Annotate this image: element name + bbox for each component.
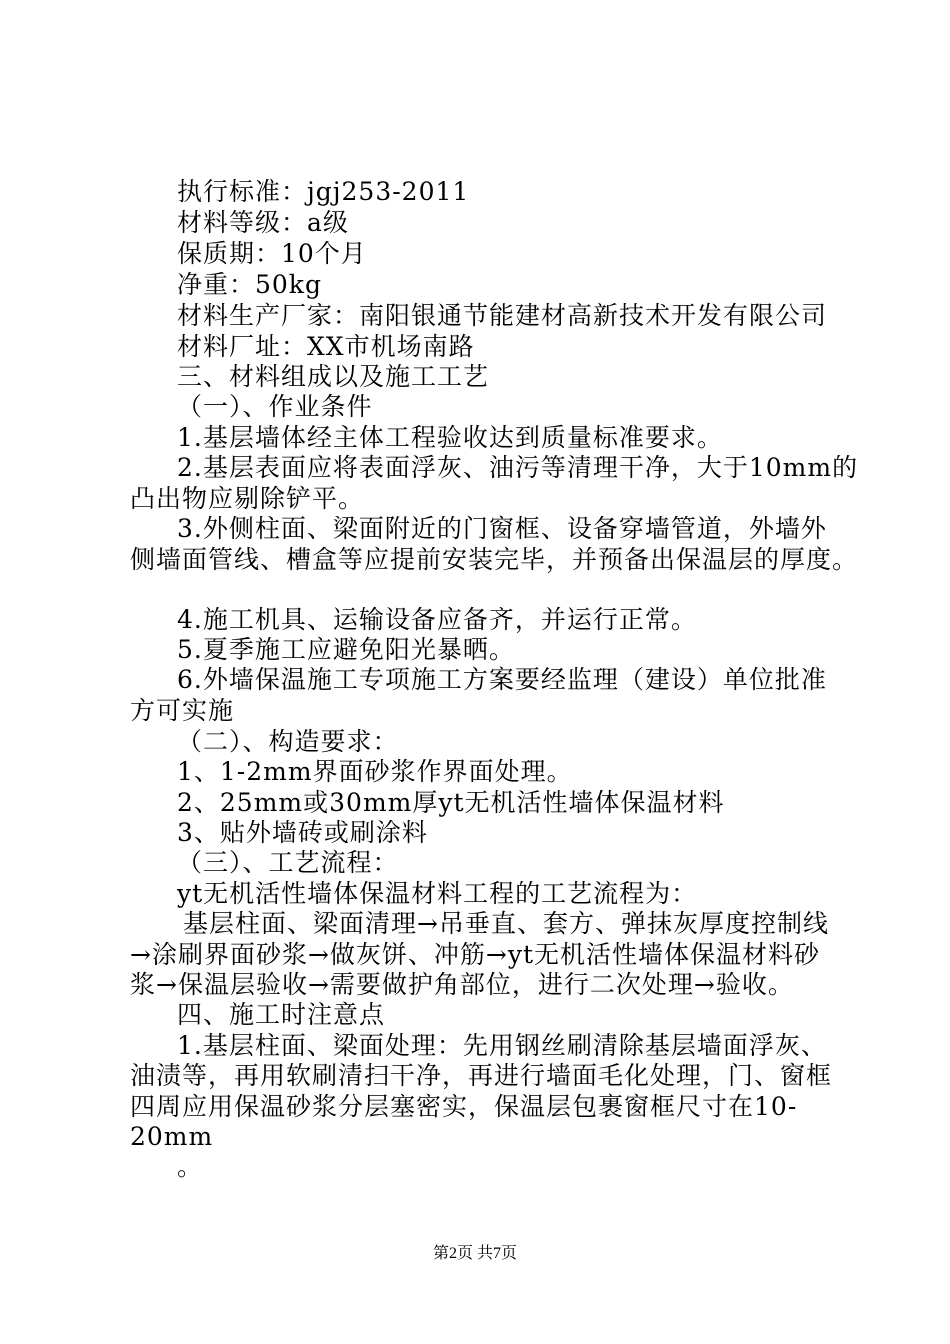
paragraph-line: 基层柱面、梁面清理→吊垂直、套方、弹抹灰厚度控制线 bbox=[183, 909, 829, 938]
section-heading-4: 四、施工时注意点 bbox=[177, 1000, 386, 1029]
paragraph-line: 。 bbox=[177, 1152, 204, 1181]
paragraph-line: 3、贴外墙砖或刷涂料 bbox=[177, 818, 428, 847]
paragraph-line: 1.基层柱面、梁面处理：先用钢丝刷清除基层墙面浮灰、 bbox=[177, 1031, 827, 1060]
paragraph-line: 油渍等，再用软刷清扫干净，再进行墙面毛化处理，门、窗框 bbox=[130, 1061, 833, 1090]
paragraph-line: 5.夏季施工应避免阳光暴晒。 bbox=[177, 635, 515, 664]
paragraph-line: 2、25mm或30mm厚yt无机活性墙体保温材料 bbox=[177, 788, 725, 817]
paragraph-line: 四周应用保温砂浆分层塞密实，保温层包裹窗框尺寸在10- bbox=[130, 1092, 798, 1121]
paragraph-line: 浆→保温层验收→需要做护角部位，进行二次处理→验收。 bbox=[130, 970, 794, 999]
subsection-heading-3: （三）、工艺流程： bbox=[177, 848, 399, 877]
paragraph-line: 1.基层墙体经主体工程验收达到质量标准要求。 bbox=[177, 423, 723, 452]
paragraph-line: 方可实施 bbox=[130, 696, 235, 725]
paragraph-line: 3.外侧柱面、梁面附近的门窗框、设备穿墙管道，外墙外 bbox=[177, 514, 827, 543]
spec-net-weight: 净重：50kg bbox=[177, 270, 322, 299]
spec-standard: 执行标准：jgj253-2011 bbox=[177, 177, 470, 206]
paragraph-line: 20mm bbox=[130, 1122, 214, 1151]
spec-address: 材料厂址：XX市机场南路 bbox=[177, 332, 475, 361]
spec-shelf-life: 保质期：10个月 bbox=[177, 239, 367, 268]
section-heading-3: 三、材料组成以及施工工艺 bbox=[177, 362, 490, 391]
paragraph-line: 2.基层表面应将表面浮灰、油污等清理干净，大于10mm的 bbox=[177, 453, 859, 482]
page-footer: 第2页 共7页 bbox=[432, 1245, 517, 1262]
subsection-heading-1: （一）、作业条件 bbox=[177, 392, 373, 421]
paragraph-line: →涂刷界面砂浆→做灰饼、冲筋→yt无机活性墙体保温材料砂 bbox=[130, 940, 821, 969]
spec-manufacturer: 材料生产厂家：南阳银通节能建材高新技术开发有限公司 bbox=[177, 301, 828, 330]
paragraph-line: 凸出物应剔除铲平。 bbox=[130, 484, 365, 513]
paragraph-line: 侧墙面管线、槽盒等应提前安装完毕，并预备出保温层的厚度。 bbox=[130, 545, 859, 574]
paragraph-line: 4.施工机具、运输设备应备齐，并运行正常。 bbox=[177, 605, 697, 634]
paragraph-line: 6.外墙保温施工专项施工方案要经监理（建设）单位批准 bbox=[177, 665, 827, 694]
paragraph-line: 1、1-2mm界面砂浆作界面处理。 bbox=[177, 757, 573, 786]
subsection-heading-2: （二）、构造要求： bbox=[177, 727, 399, 756]
spec-grade: 材料等级：a级 bbox=[177, 208, 349, 237]
paragraph-line: yt无机活性墙体保温材料工程的工艺流程为： bbox=[177, 879, 698, 908]
